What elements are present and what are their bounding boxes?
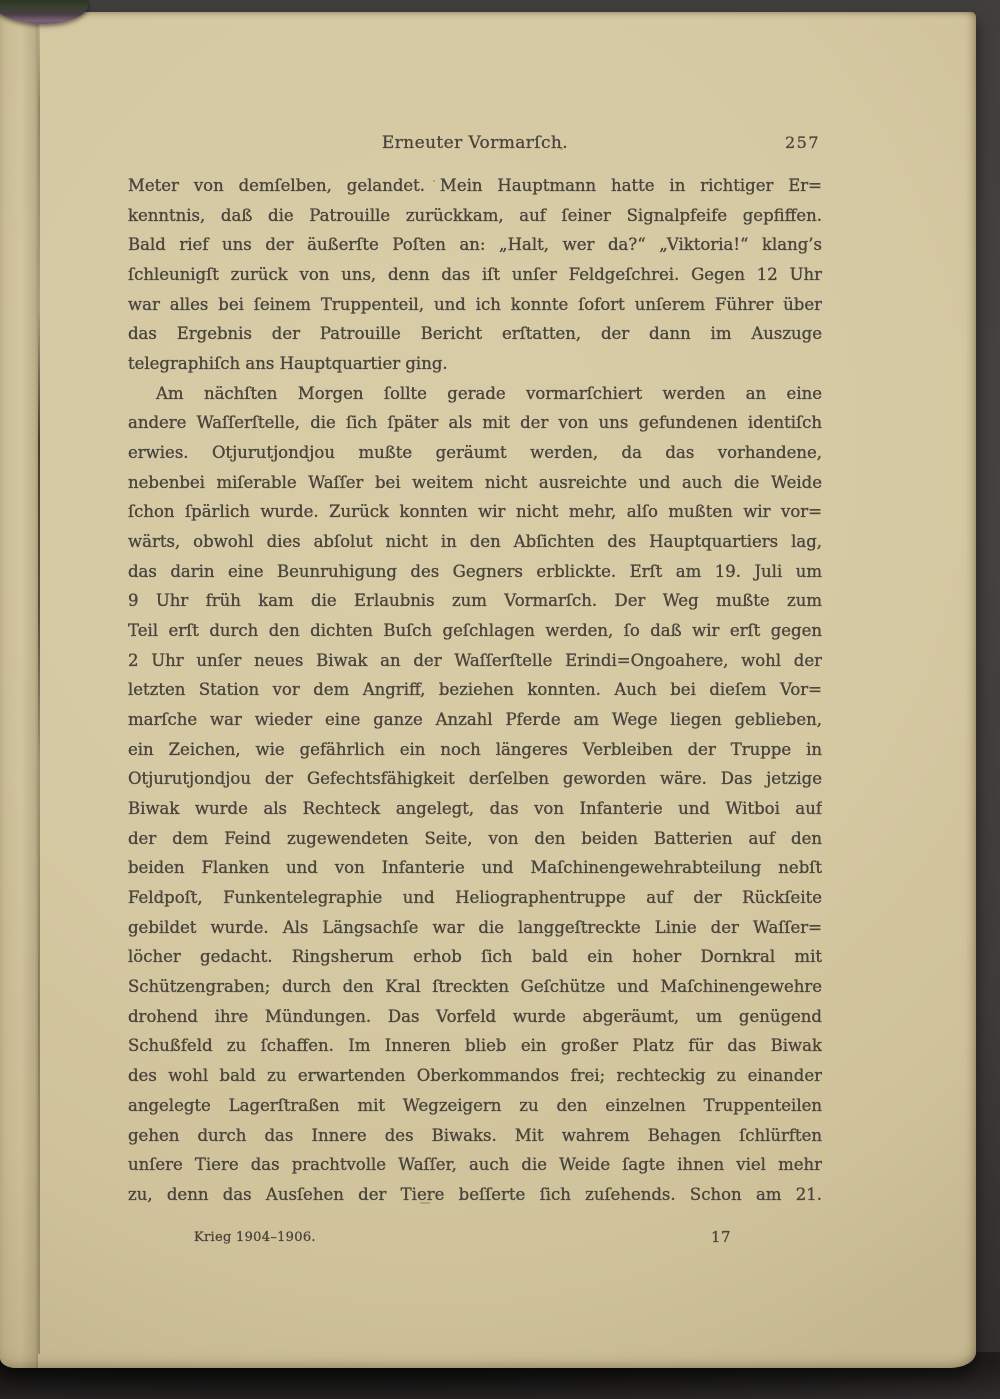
text-line: das darin eine Beunruhigung des Gegners erblickte. Erſt am 19. Juli um <box>128 561 822 581</box>
text-line: Otjurutjondjou der Gefechtsfähigkeit derſelben geworden wäre. Das jetzige <box>128 769 822 789</box>
text-line: drohend ihre Mündungen. Das Vorfeld wurde abgeräumt, um genügend <box>128 1006 822 1026</box>
text-line: ein Zeichen, wie gefährlich ein noch längeres Verbleiben der Truppe in <box>128 739 822 759</box>
text-line: Meter von demſelben, gelandet. Mein Hauptmann hatte in richtiger Er= <box>128 176 822 195</box>
page-fold-crease <box>38 12 40 1354</box>
text-line: nebenbei miſerable Waſſer bei weitem nicht ausreichte und auch die Weide <box>128 472 822 492</box>
text-line: 9 Uhr früh kam die Erlaubnis zum Vormarſch. Der Weg mußte zum <box>128 591 822 611</box>
text-line: des wohl bald zu erwartenden Oberkommandos frei; rechteckig zu einander <box>128 1066 822 1086</box>
text-line: marſche war wieder eine ganze Anzahl Pferde am Wege liegen geblieben, <box>128 710 822 730</box>
running-title: Erneuter Vormarſch. <box>381 133 569 153</box>
text-line: Teil erſt durch den dichten Buſch geſchlagen werden, ſo daß wir erſt gegen <box>128 621 822 641</box>
text-line: gehen durch das Innere des Biwaks. Mit wahrem Behagen ſchlürften <box>128 1125 822 1145</box>
text-line: Bald rief uns der äußerſte Poſten an: „Halt, wer da?“ „Viktoria!“ klang’s <box>128 235 822 255</box>
text-line: das Ergebnis der Patrouille Bericht erſtatten, der dann im Auszuge <box>128 324 822 344</box>
text-line: letzten Station vor dem Angriff, beziehen konnten. Auch bei dieſem Vor= <box>128 680 822 700</box>
text-line: löcher gedacht. Ringsherum erhob ſich bald ein hoher Dornkral mit <box>128 947 822 967</box>
text-line: Am nächſten Morgen ſollte gerade vormarſchiert werden an eine <box>156 383 822 403</box>
text-line: wärts, obwohl dies abſolut nicht in den Abſichten des Hauptquartiers lag, <box>128 532 822 552</box>
book-page <box>0 12 976 1368</box>
page-number: 257 <box>784 133 820 152</box>
text-line: kenntnis, daß die Patrouille zurückkam, auf ſeiner Signalpfeife gepfiffen. <box>128 205 822 225</box>
text-line: angelegte Lagerſtraßen mit Wegzeigern zu den einzelnen Truppenteilen <box>128 1095 822 1115</box>
text-line: unſere Tiere das prachtvolle Waſſer, auch die Weide ſagte ihnen viel mehr <box>128 1155 822 1175</box>
page-footer <box>128 1226 822 1250</box>
text-line: gebildet wurde. Als Längsachſe war die langgeſtreckte Linie der Waſſer= <box>128 917 822 937</box>
text-line: andere Waſſerſtelle, die ſich ſpäter als mit der von uns gefundenen identiſch <box>128 413 822 433</box>
sheet-number: 17 <box>711 1228 732 1246</box>
text-line: beiden Flanken und von Infanterie und Maſchinengewehrabteilung nebſt <box>128 858 822 878</box>
text-line: 2 Uhr unſer neues Biwak an der Waſſerſtelle Erindi=Ongoahere, wohl der <box>128 650 822 670</box>
text-line: telegraphiſch ans Hauptquartier ging. <box>128 354 448 374</box>
series-signature: Krieg 1904–1906. <box>194 1230 316 1245</box>
text-line: Feldpoſt, Funkentelegraphie und Heliographentruppe auf der Rückſeite <box>128 888 822 908</box>
text-line: ſchleunigſt zurück von uns, denn das iſt unſer Feldgeſchrei. Gegen 12 Uhr <box>128 265 822 285</box>
page-gutter-shading <box>0 12 38 1368</box>
body-text <box>128 171 822 1210</box>
text-line: Schützengraben; durch den Kral ſtreckten Geſchütze und Maſchinengewehre <box>128 977 822 997</box>
text-line: der dem Feind zugewendeten Seite, von den beiden Batterien auf den <box>128 828 822 848</box>
text-line: war alles bei ſeinem Truppenteil, und ich konnte ſofort unſerem Führer über <box>128 294 822 314</box>
text-line: zu, denn das Ausſehen der Tiere beſſerte ſich zuſehends. Schon am 21. <box>128 1184 822 1204</box>
text-line: erwies. Otjurutjondjou mußte geräumt werden, da das vorhandene, <box>128 443 822 463</box>
text-line: Biwak wurde als Rechteck angelegt, das von Infanterie und Witboi auf <box>128 799 822 819</box>
text-line: ſchon ſpärlich wurde. Zurück konnten wir nicht mehr, alſo mußten wir vor= <box>128 502 822 522</box>
page-header <box>128 131 822 157</box>
text-line: Schußfeld zu ſchaffen. Im Inneren blieb ein großer Platz für das Biwak <box>128 1036 822 1056</box>
